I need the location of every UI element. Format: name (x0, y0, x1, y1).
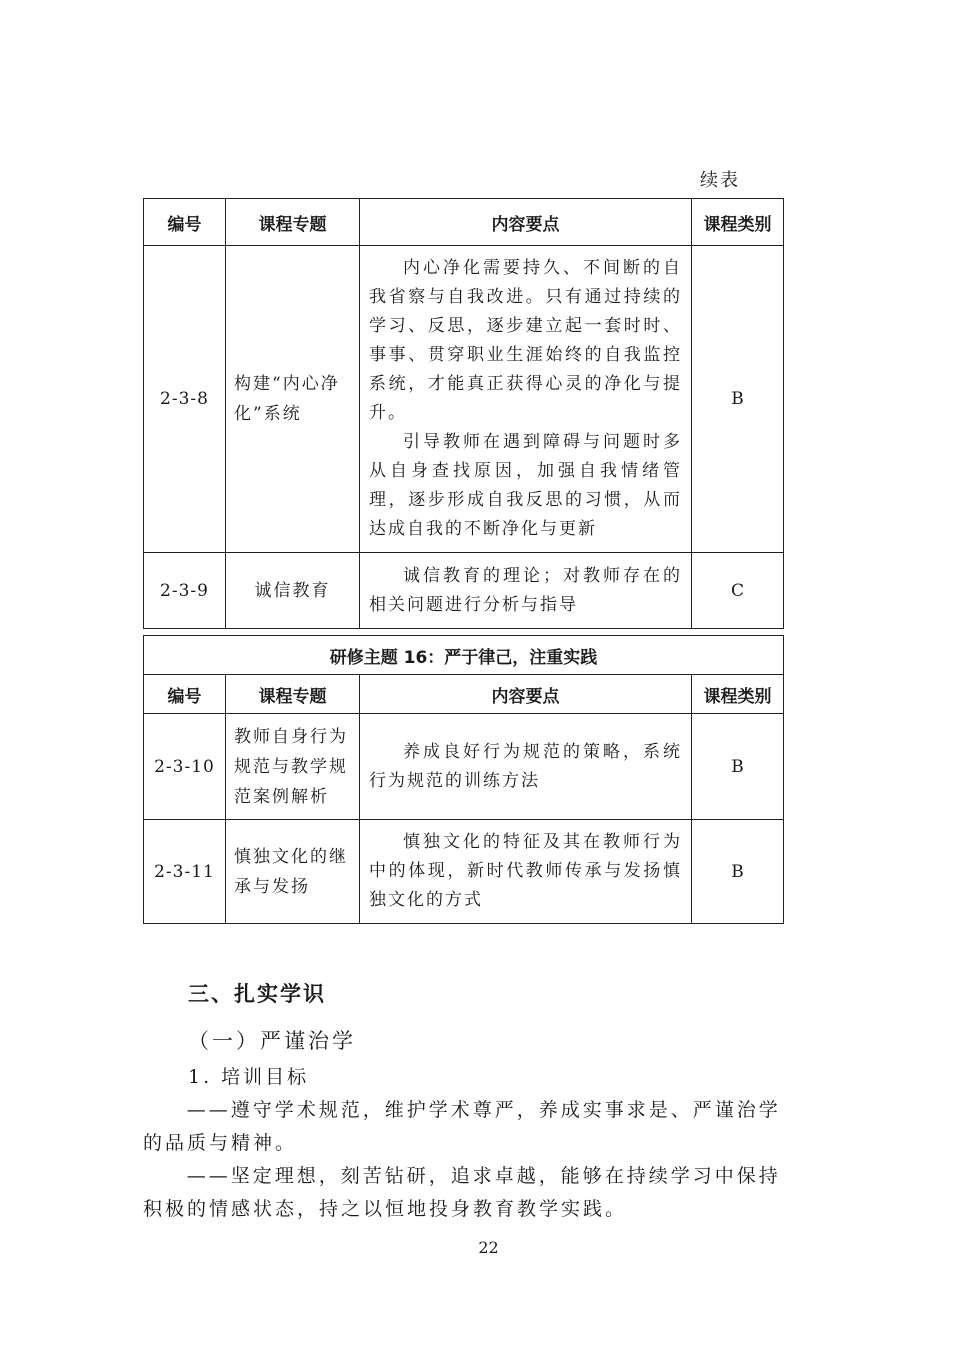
course-type: B (692, 820, 784, 924)
content-paragraph: 引导教师在遇到障碍与问题时多从自身查找原因，加强自我情绪管理，逐步形成自我反思的习惯，从而达成自我的不断净化与更新 (369, 432, 682, 539)
course-content (360, 553, 692, 629)
header-content: 内容要点 (360, 675, 692, 714)
course-table-1 (143, 198, 784, 629)
course-type: B (692, 714, 784, 820)
section-title: 三、扎实学识 (188, 982, 326, 1006)
content-paragraph: 诚信教育的理论；对教师存在的相关问题进行分析与指导 (369, 565, 682, 615)
course-id: 2-3-11 (144, 820, 226, 924)
header-id: 编号 (144, 675, 226, 714)
course-topic-text: 教师自身行为规范与教学规范案例解析 (234, 726, 348, 807)
course-content (360, 820, 692, 924)
subsection-title: （一）严谨治学 (188, 1029, 356, 1053)
content-paragraph: 养成良好行为规范的策略，系统行为规范的训练方法 (369, 741, 682, 791)
item-title: 1. 培训目标 (188, 1066, 310, 1088)
content-paragraph: 慎独文化的特征及其在教师行为中的体现，新时代教师传承与发扬慎独文化的方式 (369, 832, 682, 910)
table-header-row (144, 199, 784, 246)
course-type: C (692, 553, 784, 629)
course-table-2 (143, 635, 784, 924)
theme-row (144, 636, 784, 675)
course-topic-text: 慎独文化的继承与发扬 (234, 846, 348, 897)
table-row (144, 246, 784, 553)
course-topic (226, 820, 360, 924)
table-header-row (144, 675, 784, 714)
continued-label: 续表 (700, 170, 740, 191)
header-type: 课程类别 (692, 199, 784, 246)
course-topic-text: 构建“内心净化”系统 (234, 374, 340, 424)
body-paragraph: ——遵守学术规范，维护学术尊严，养成实事求是、严谨治学的品质与精神。 (143, 1099, 781, 1154)
header-topic: 课程专题 (226, 199, 360, 246)
course-topic (226, 553, 360, 629)
course-type: B (692, 246, 784, 553)
course-id: 2-3-9 (144, 553, 226, 629)
course-content (360, 714, 692, 820)
header-id: 编号 (144, 199, 226, 246)
course-content (360, 246, 692, 553)
page-number: 22 (478, 1238, 499, 1257)
course-id: 2-3-8 (144, 246, 226, 553)
header-type: 课程类别 (692, 675, 784, 714)
course-topic (226, 246, 360, 553)
course-topic (226, 714, 360, 820)
header-topic: 课程专题 (226, 675, 360, 714)
course-id: 2-3-10 (144, 714, 226, 820)
header-content: 内容要点 (360, 199, 692, 246)
table-row (144, 553, 784, 629)
course-topic-text: 诚信教育 (254, 580, 331, 601)
theme-title: 研修主题 16：严于律己，注重实践 (144, 636, 784, 675)
table-row (144, 714, 784, 820)
table-row (144, 820, 784, 924)
content-paragraph: 内心净化需要持久、不间断的自我省察与自我改进。只有通过持续的学习、反思，逐步建立起一套时时、事事、贯穿职业生涯始终的自我监控系统，才能真正获得心灵的净化与提升。 (369, 258, 682, 423)
body-paragraph: ——坚定理想，刻苦钻研，追求卓越，能够在持续学习中保持积极的情感状态，持之以恒地投身教育教学实践。 (143, 1165, 781, 1220)
